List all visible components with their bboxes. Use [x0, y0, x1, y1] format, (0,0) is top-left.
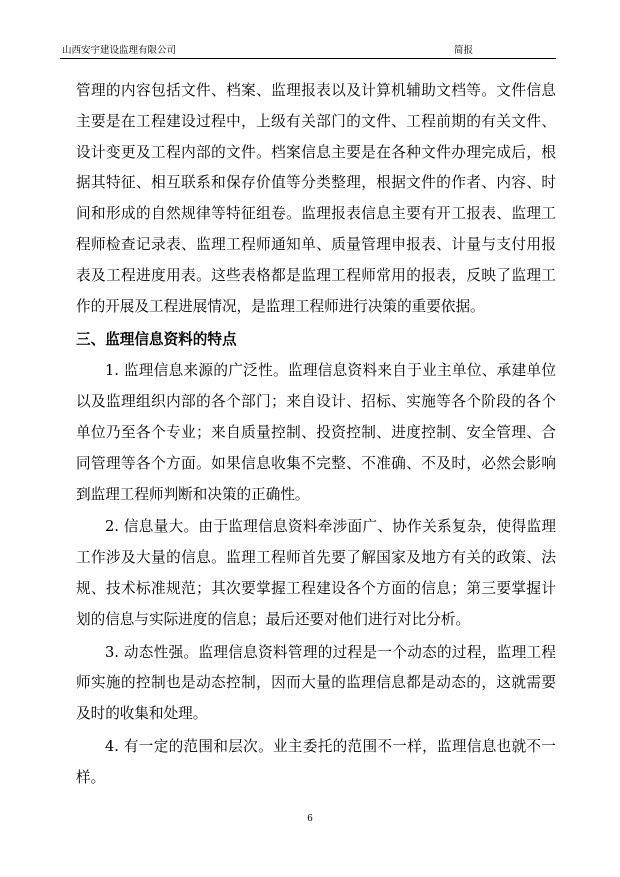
section-heading: 三、监理信息资料的特点 [76, 331, 237, 349]
page-header [60, 40, 560, 56]
company-name: 山西安宇建设监理有限公司 [62, 45, 177, 56]
page-number: 6 [307, 814, 313, 824]
paragraph-2: 2. 信息量大。由于监理信息资料牵涉面广、协作关系复杂，使得监理工作涉及大量的信息。监理工程师首先要了解国家及地方有关的政策、法规、技术标准规范；其次要掌握工程建设各个方面的信息；第三要掌握计划的信息与实际进度的信息；最后还要对他们进行对比分析。 [76, 518, 556, 628]
paragraph-4: 4. 有一定的范围和层次。业主委托的范围不一样，监理信息也就不一样。 [76, 737, 556, 786]
document-body [76, 76, 556, 796]
document-type: 简报 [454, 45, 474, 56]
paragraph-1: 1. 监理信息来源的广泛性。监理信息资料来自于业主单位、承建单位以及监理组织内部的各个部门；来自设计、招标、实施等各个阶段的各个单位乃至各个专业；来自质量控制、投资控制、进度控制、安全管理、合同管理等各个方面。如果信息收集不完整、不准确、不及时，必然会影响到监理工程师判断和决策的正确性。 [76, 362, 556, 503]
intro-paragraph: 管理的内容包括文件、档案、监理报表以及计算机辅助文档等。文件信息主要是在工程建设过程中，上级有关部门的文件、工程前期的有关文件、设计变更及工程内部的文件。档案信息主要是在各种文件办理完成后，根据其特征、相互联系和保存价值等分类整理，根据文件的作者、内容、时间和形成的自然规律等特征组卷。监理报表信息主要有开工报表、监理工程师检查记录表、监理工程师通知单、质量管理申报表、计量与支付用报表及工程进度用表。这些表格都是监理工程师常用的报表，反映了监理工作的开展及工程进展情况，是监理工程师进行决策的重要依据。 [76, 82, 556, 315]
header-divider [60, 58, 556, 59]
paragraph-3: 3. 动态性强。监理信息资料管理的过程是一个动态的过程，监理工程师实施的控制也是动态控制，因而大量的监理信息都是动态的，这就需要及时的收集和处理。 [76, 643, 556, 723]
